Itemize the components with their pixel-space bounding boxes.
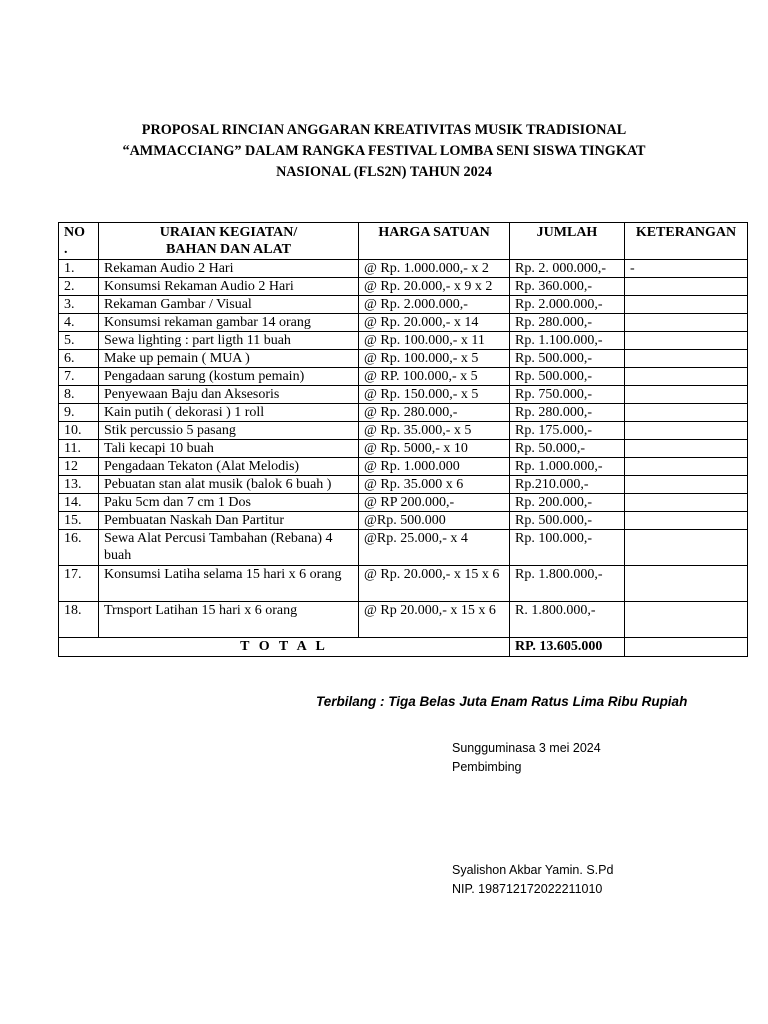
table-row xyxy=(59,260,748,278)
cell-jumlah: Rp. 50.000,- xyxy=(510,440,625,458)
cell-keterangan xyxy=(625,350,748,368)
cell-keterangan xyxy=(625,494,748,512)
cell-jumlah: Rp. 100.000,- xyxy=(510,530,625,566)
cell-keterangan xyxy=(625,476,748,494)
cell-no: 16. xyxy=(59,530,99,566)
table-row xyxy=(59,278,748,296)
cell-uraian: Konsumsi rekaman gambar 14 orang xyxy=(99,314,359,332)
cell-no: 1. xyxy=(59,260,99,278)
cell-keterangan xyxy=(625,422,748,440)
cell-jumlah: Rp. 280.000,- xyxy=(510,404,625,422)
table-row xyxy=(59,512,748,530)
cell-harga: @ Rp. 5000,- x 10 xyxy=(359,440,510,458)
total-value: RP. 13.605.000 xyxy=(510,638,625,657)
cell-jumlah: Rp. 500.000,- xyxy=(510,368,625,386)
cell-jumlah: Rp. 200.000,- xyxy=(510,494,625,512)
cell-jumlah: Rp. 500.000,- xyxy=(510,350,625,368)
cell-uraian: Penyewaan Baju dan Aksesoris xyxy=(99,386,359,404)
table-row xyxy=(59,440,748,458)
cell-keterangan xyxy=(625,314,748,332)
header-uraian-line-2: BAHAN DAN ALAT xyxy=(166,242,291,257)
cell-no: 13. xyxy=(59,476,99,494)
table-row xyxy=(59,422,748,440)
cell-no: 11. xyxy=(59,440,99,458)
cell-keterangan xyxy=(625,458,748,476)
cell-keterangan: - xyxy=(625,260,748,278)
cell-keterangan xyxy=(625,332,748,350)
cell-harga: @ Rp. 1.000.000,- x 2 xyxy=(359,260,510,278)
cell-harga: @ Rp. 20.000,- x 15 x 6 xyxy=(359,566,510,602)
cell-uraian: Pembuatan Naskah Dan Partitur xyxy=(99,512,359,530)
cell-uraian: Rekaman Gambar / Visual xyxy=(99,296,359,314)
cell-jumlah: Rp.210.000,- xyxy=(510,476,625,494)
cell-uraian: Sewa Alat Percusi Tambahan (Rebana) 4 buah xyxy=(99,530,359,566)
signature-name: Syalishon Akbar Yamin. S.Pd xyxy=(452,863,614,877)
signature-role: Pembimbing xyxy=(452,760,522,774)
table-row xyxy=(59,404,748,422)
cell-jumlah: Rp. 1.000.000,- xyxy=(510,458,625,476)
cell-uraian: Tali kecapi 10 buah xyxy=(99,440,359,458)
cell-uraian: Make up pemain ( MUA ) xyxy=(99,350,359,368)
cell-harga: @Rp. 25.000,- x 4 xyxy=(359,530,510,566)
table-row xyxy=(59,386,748,404)
cell-keterangan xyxy=(625,512,748,530)
cell-jumlah: Rp. 280.000,- xyxy=(510,314,625,332)
cell-no: 14. xyxy=(59,494,99,512)
table-row xyxy=(59,368,748,386)
total-row xyxy=(59,638,748,657)
cell-jumlah: Rp. 500.000,- xyxy=(510,512,625,530)
cell-keterangan xyxy=(625,440,748,458)
table-row xyxy=(59,332,748,350)
cell-no: 10. xyxy=(59,422,99,440)
header-harga: HARGA SATUAN xyxy=(359,223,510,260)
cell-uraian: Paku 5cm dan 7 cm 1 Dos xyxy=(99,494,359,512)
cell-no: 6. xyxy=(59,350,99,368)
cell-jumlah: Rp. 750.000,- xyxy=(510,386,625,404)
cell-harga: @ Rp. 35.000 x 6 xyxy=(359,476,510,494)
cell-uraian: Pengadaan Tekaton (Alat Melodis) xyxy=(99,458,359,476)
signature-place-date: Sungguminasa 3 mei 2024 xyxy=(452,741,601,755)
cell-keterangan xyxy=(625,530,748,566)
cell-harga: @ Rp. 150.000,- x 5 xyxy=(359,386,510,404)
cell-no: 4. xyxy=(59,314,99,332)
cell-harga: @Rp. 500.000 xyxy=(359,512,510,530)
cell-uraian: Sewa lighting : part ligth 11 buah xyxy=(99,332,359,350)
cell-harga: @ Rp. 20.000,- x 9 x 2 xyxy=(359,278,510,296)
cell-harga: @ RP. 100.000,- x 5 xyxy=(359,368,510,386)
cell-jumlah: Rp. 1.100.000,- xyxy=(510,332,625,350)
table-row xyxy=(59,314,748,332)
cell-uraian: Trnsport Latihan 15 hari x 6 orang xyxy=(99,602,359,638)
table-row xyxy=(59,476,748,494)
title-line-1: PROPOSAL RINCIAN ANGGARAN KREATIVITAS MUSIK TRADISIONAL xyxy=(141,122,627,138)
cell-harga: @ Rp. 280.000,- xyxy=(359,404,510,422)
cell-no: 5. xyxy=(59,332,99,350)
cell-harga: @ Rp. 20.000,- x 14 xyxy=(359,314,510,332)
table-row xyxy=(59,602,748,638)
cell-no: 8. xyxy=(59,386,99,404)
cell-jumlah: Rp. 2. 000.000,- xyxy=(510,260,625,278)
cell-no: 17. xyxy=(59,566,99,602)
table-row xyxy=(59,494,748,512)
cell-harga: @ Rp. 35.000,- x 5 xyxy=(359,422,510,440)
cell-uraian: Pebuatan stan alat musik (balok 6 buah ) xyxy=(99,476,359,494)
cell-harga: @ Rp. 100.000,- x 5 xyxy=(359,350,510,368)
header-uraian xyxy=(99,223,359,260)
header-no-line-2: . xyxy=(64,242,68,257)
cell-harga: @ Rp. 1.000.000 xyxy=(359,458,510,476)
table-row xyxy=(59,458,748,476)
table-row xyxy=(59,566,748,602)
cell-harga: @ Rp 20.000,- x 15 x 6 xyxy=(359,602,510,638)
cell-jumlah: R. 1.800.000,- xyxy=(510,602,625,638)
total-keterangan xyxy=(625,638,748,657)
cell-keterangan xyxy=(625,368,748,386)
cell-keterangan xyxy=(625,404,748,422)
total-label: T O T A L xyxy=(59,638,510,657)
cell-uraian: Rekaman Audio 2 Hari xyxy=(99,260,359,278)
signature-nip: NIP. 198712172022211010 xyxy=(452,882,603,896)
cell-uraian: Konsumsi Rekaman Audio 2 Hari xyxy=(99,278,359,296)
table-header-row xyxy=(59,223,748,260)
cell-keterangan xyxy=(625,566,748,602)
table-row xyxy=(59,530,748,566)
budget-table xyxy=(58,222,748,657)
table-row xyxy=(59,350,748,368)
cell-no: 3. xyxy=(59,296,99,314)
cell-keterangan xyxy=(625,602,748,638)
title-line-2: “AMMACCIANG” DALAM RANGKA FESTIVAL LOMBA SENI SISWA TINGKAT xyxy=(122,143,646,159)
header-uraian-line-1: URAIAN KEGIATAN/ xyxy=(159,225,298,240)
terbilang-text: Terbilang : Tiga Belas Juta Enam Ratus Lima Ribu Rupiah xyxy=(316,694,688,709)
cell-no: 7. xyxy=(59,368,99,386)
cell-uraian: Konsumsi Latiha selama 15 hari x 6 orang xyxy=(99,566,359,602)
cell-uraian: Pengadaan sarung (kostum pemain) xyxy=(99,368,359,386)
cell-harga: @ Rp. 2.000.000,- xyxy=(359,296,510,314)
signature-name-block xyxy=(452,861,613,899)
cell-jumlah: Rp. 360.000,- xyxy=(510,278,625,296)
cell-jumlah: Rp. 1.800.000,- xyxy=(510,566,625,602)
cell-harga: @ Rp. 100.000,- x 11 xyxy=(359,332,510,350)
cell-jumlah: Rp. 2.000.000,- xyxy=(510,296,625,314)
cell-no: 2. xyxy=(59,278,99,296)
table-row xyxy=(59,296,748,314)
cell-uraian: Stik percussio 5 pasang xyxy=(99,422,359,440)
cell-no: 12 xyxy=(59,458,99,476)
cell-keterangan xyxy=(625,296,748,314)
header-keterangan: KETERANGAN xyxy=(625,223,748,260)
cell-no: 18. xyxy=(59,602,99,638)
cell-jumlah: Rp. 175.000,- xyxy=(510,422,625,440)
cell-no: 15. xyxy=(59,512,99,530)
cell-uraian: Kain putih ( dekorasi ) 1 roll xyxy=(99,404,359,422)
document-title xyxy=(90,120,678,183)
header-no-line-1: NO xyxy=(64,225,85,240)
cell-harga: @ RP 200.000,- xyxy=(359,494,510,512)
cell-keterangan xyxy=(625,278,748,296)
title-line-3: NASIONAL (FLS2N) TAHUN 2024 xyxy=(276,164,492,180)
cell-keterangan xyxy=(625,386,748,404)
header-jumlah: JUMLAH xyxy=(510,223,625,260)
header-no xyxy=(59,223,99,260)
cell-no: 9. xyxy=(59,404,99,422)
signature-block xyxy=(452,739,601,777)
